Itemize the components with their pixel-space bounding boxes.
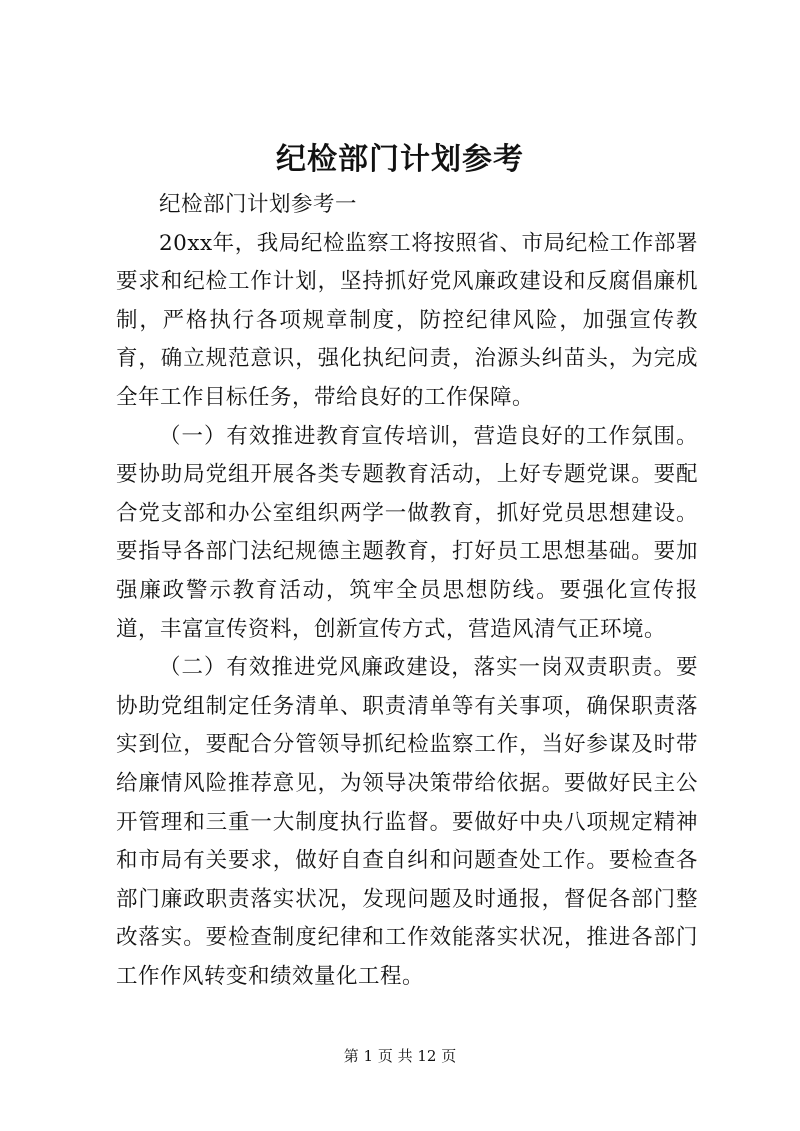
section-two-paragraph: （二）有效推进党风廉政建设，落实一岗双责职责。要协助党组制定任务清单、职责清单等有关事项，确保职责落实到位，要配合分管领导抓纪检监察工作，当好参谋及时带给廉情风险推荐意见，为领导决策带给依据。要做好民主公开管理和三重一大制度执行监督。要做好中央八项规定精神和市局有关要求，做好自查自纠和问题查处工作。要检查各部门廉政职责落实状况，发现问题及时通报，督促各部门整改落实。要检查制度纪律和工作效能落实状况，推进各部门工作作风转变和绩效量化工程。 bbox=[116, 655, 698, 989]
section-subtitle: 纪检部门计划参考一 bbox=[159, 192, 358, 217]
document-body bbox=[116, 186, 698, 996]
document-title: 纪检部门计划参考 bbox=[276, 142, 524, 177]
intro-paragraph: 20xx年，我局纪检监察工将按照省、市局纪检工作部署要求和纪检工作计划，坚持抓好党风廉政建设和反腐倡廉机制，严格执行各项规章制度，防控纪律风险，加强宣传教育，确立规范意识，强化执纪问责，治源头纠苗头，为完成全年工作目标任务，带给良好的工作保障。 bbox=[116, 230, 698, 410]
section-one-paragraph: （一）有效推进教育宣传培训，营造良好的工作氛围。要协助局党组开展各类专题教育活动，上好专题党课。要配合党支部和办公室组织两学一做教育，抓好党员思想建设。要指导各部门法纪规德主题教育，打好员工思想基础。要加强廉政警示教育活动，筑牢全员思想防线。要强化宣传报道，丰富宣传资料，创新宣传方式，营造风清气正环境。 bbox=[116, 423, 698, 642]
page-number-footer: 第 1 页 共 12 页 bbox=[343, 1047, 457, 1065]
